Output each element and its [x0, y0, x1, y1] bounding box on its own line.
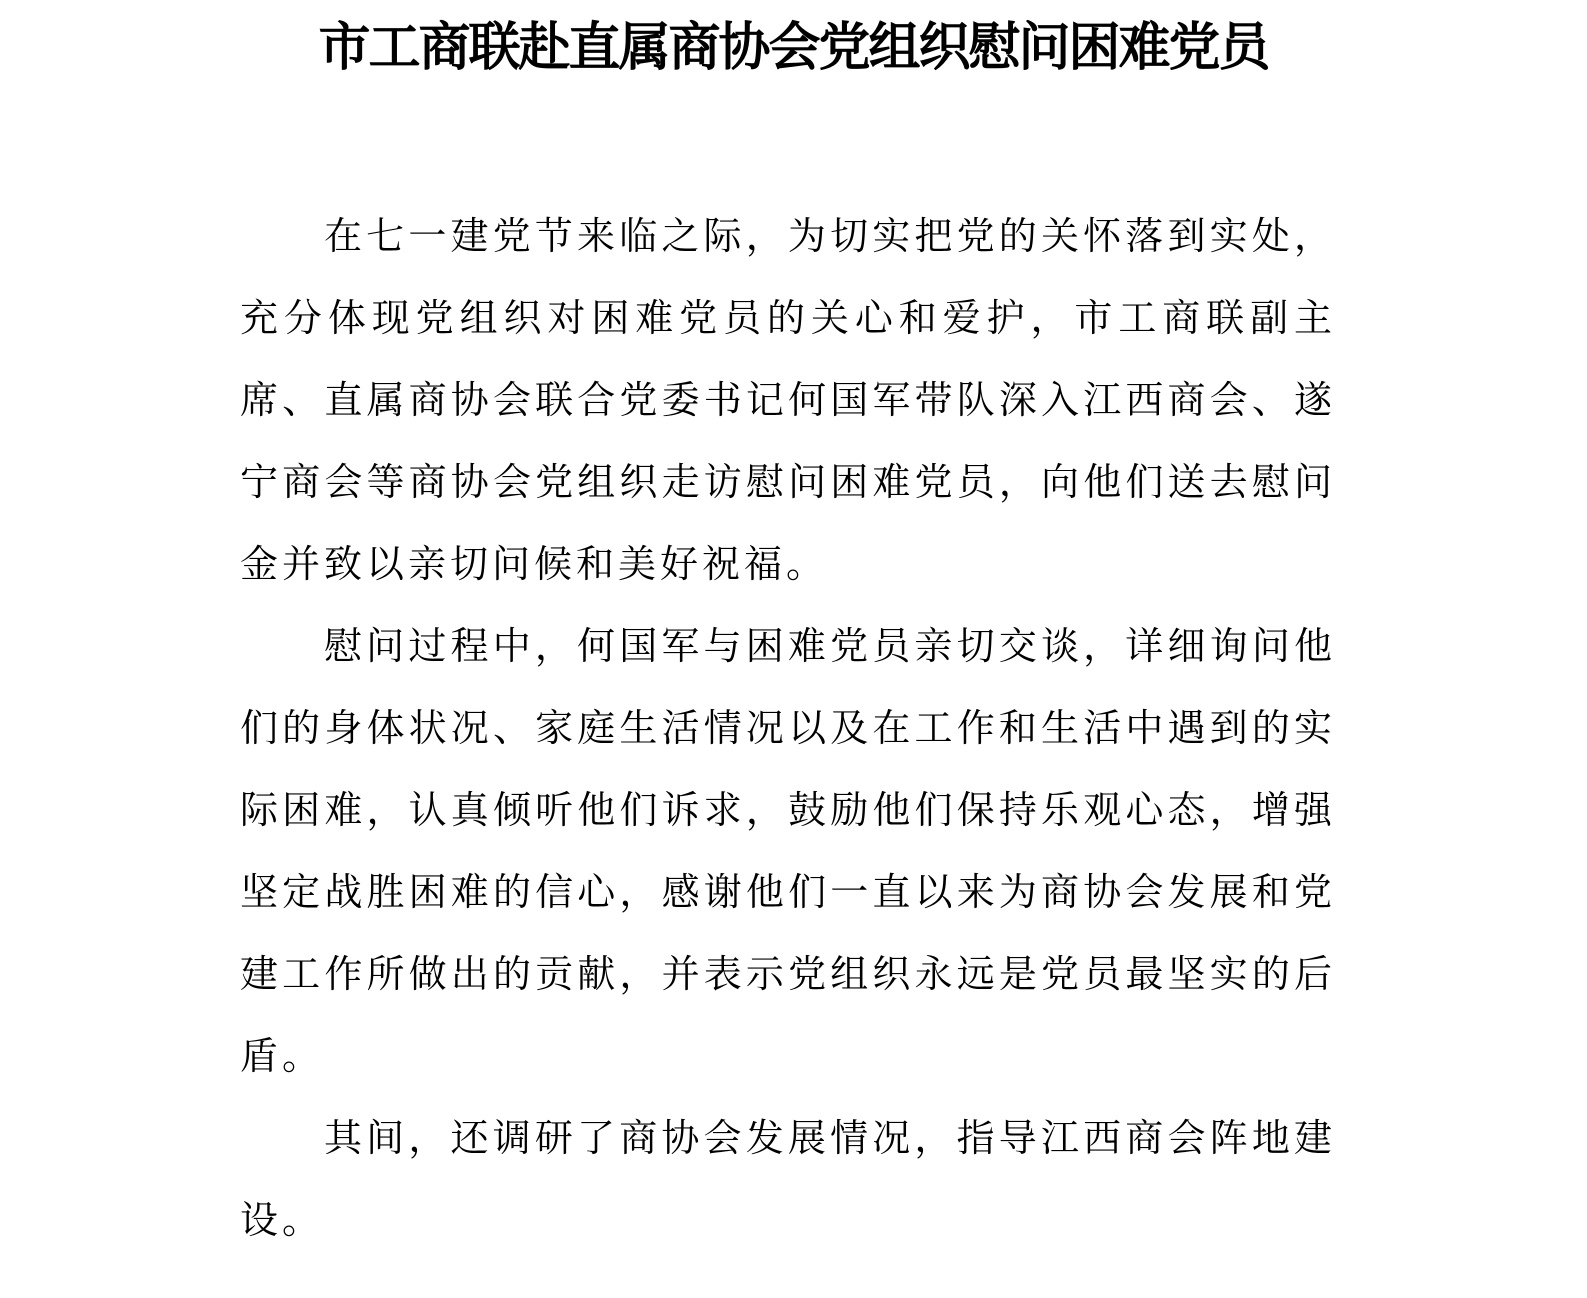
paragraph-2: 慰问过程中，何国军与困难党员亲切交谈，详细询问他们的身体状况、家庭生活情况以及在工作和生活中遇到的实际困难，认真倾听他们诉求，鼓励他们保持乐观心态，增强坚定战胜困难的信心，感谢他们一直以来为商协会发展和党建工作所做出的贡献，并表示党组织永远是党员最坚实的后盾。 — [240, 624, 1336, 1078]
paragraph-3: 其间，还调研了商协会发展情况，指导江西商会阵地建设。 — [240, 1116, 1336, 1242]
document-title: 市工商联赴直属商协会党组织慰问困难党员 — [318, 17, 1269, 78]
paragraph-1: 在七一建党节来临之际，为切实把党的关怀落到实处，充分体现党组织对困难党员的关心和爱护，市工商联副主席、直属商协会联合党委书记何国军带队深入江西商会、遂宁商会等商协会党组织走访慰问困难党员，向他们送去慰问金并致以亲切问候和美好祝福。 — [240, 214, 1336, 586]
document-body — [240, 195, 1336, 1261]
